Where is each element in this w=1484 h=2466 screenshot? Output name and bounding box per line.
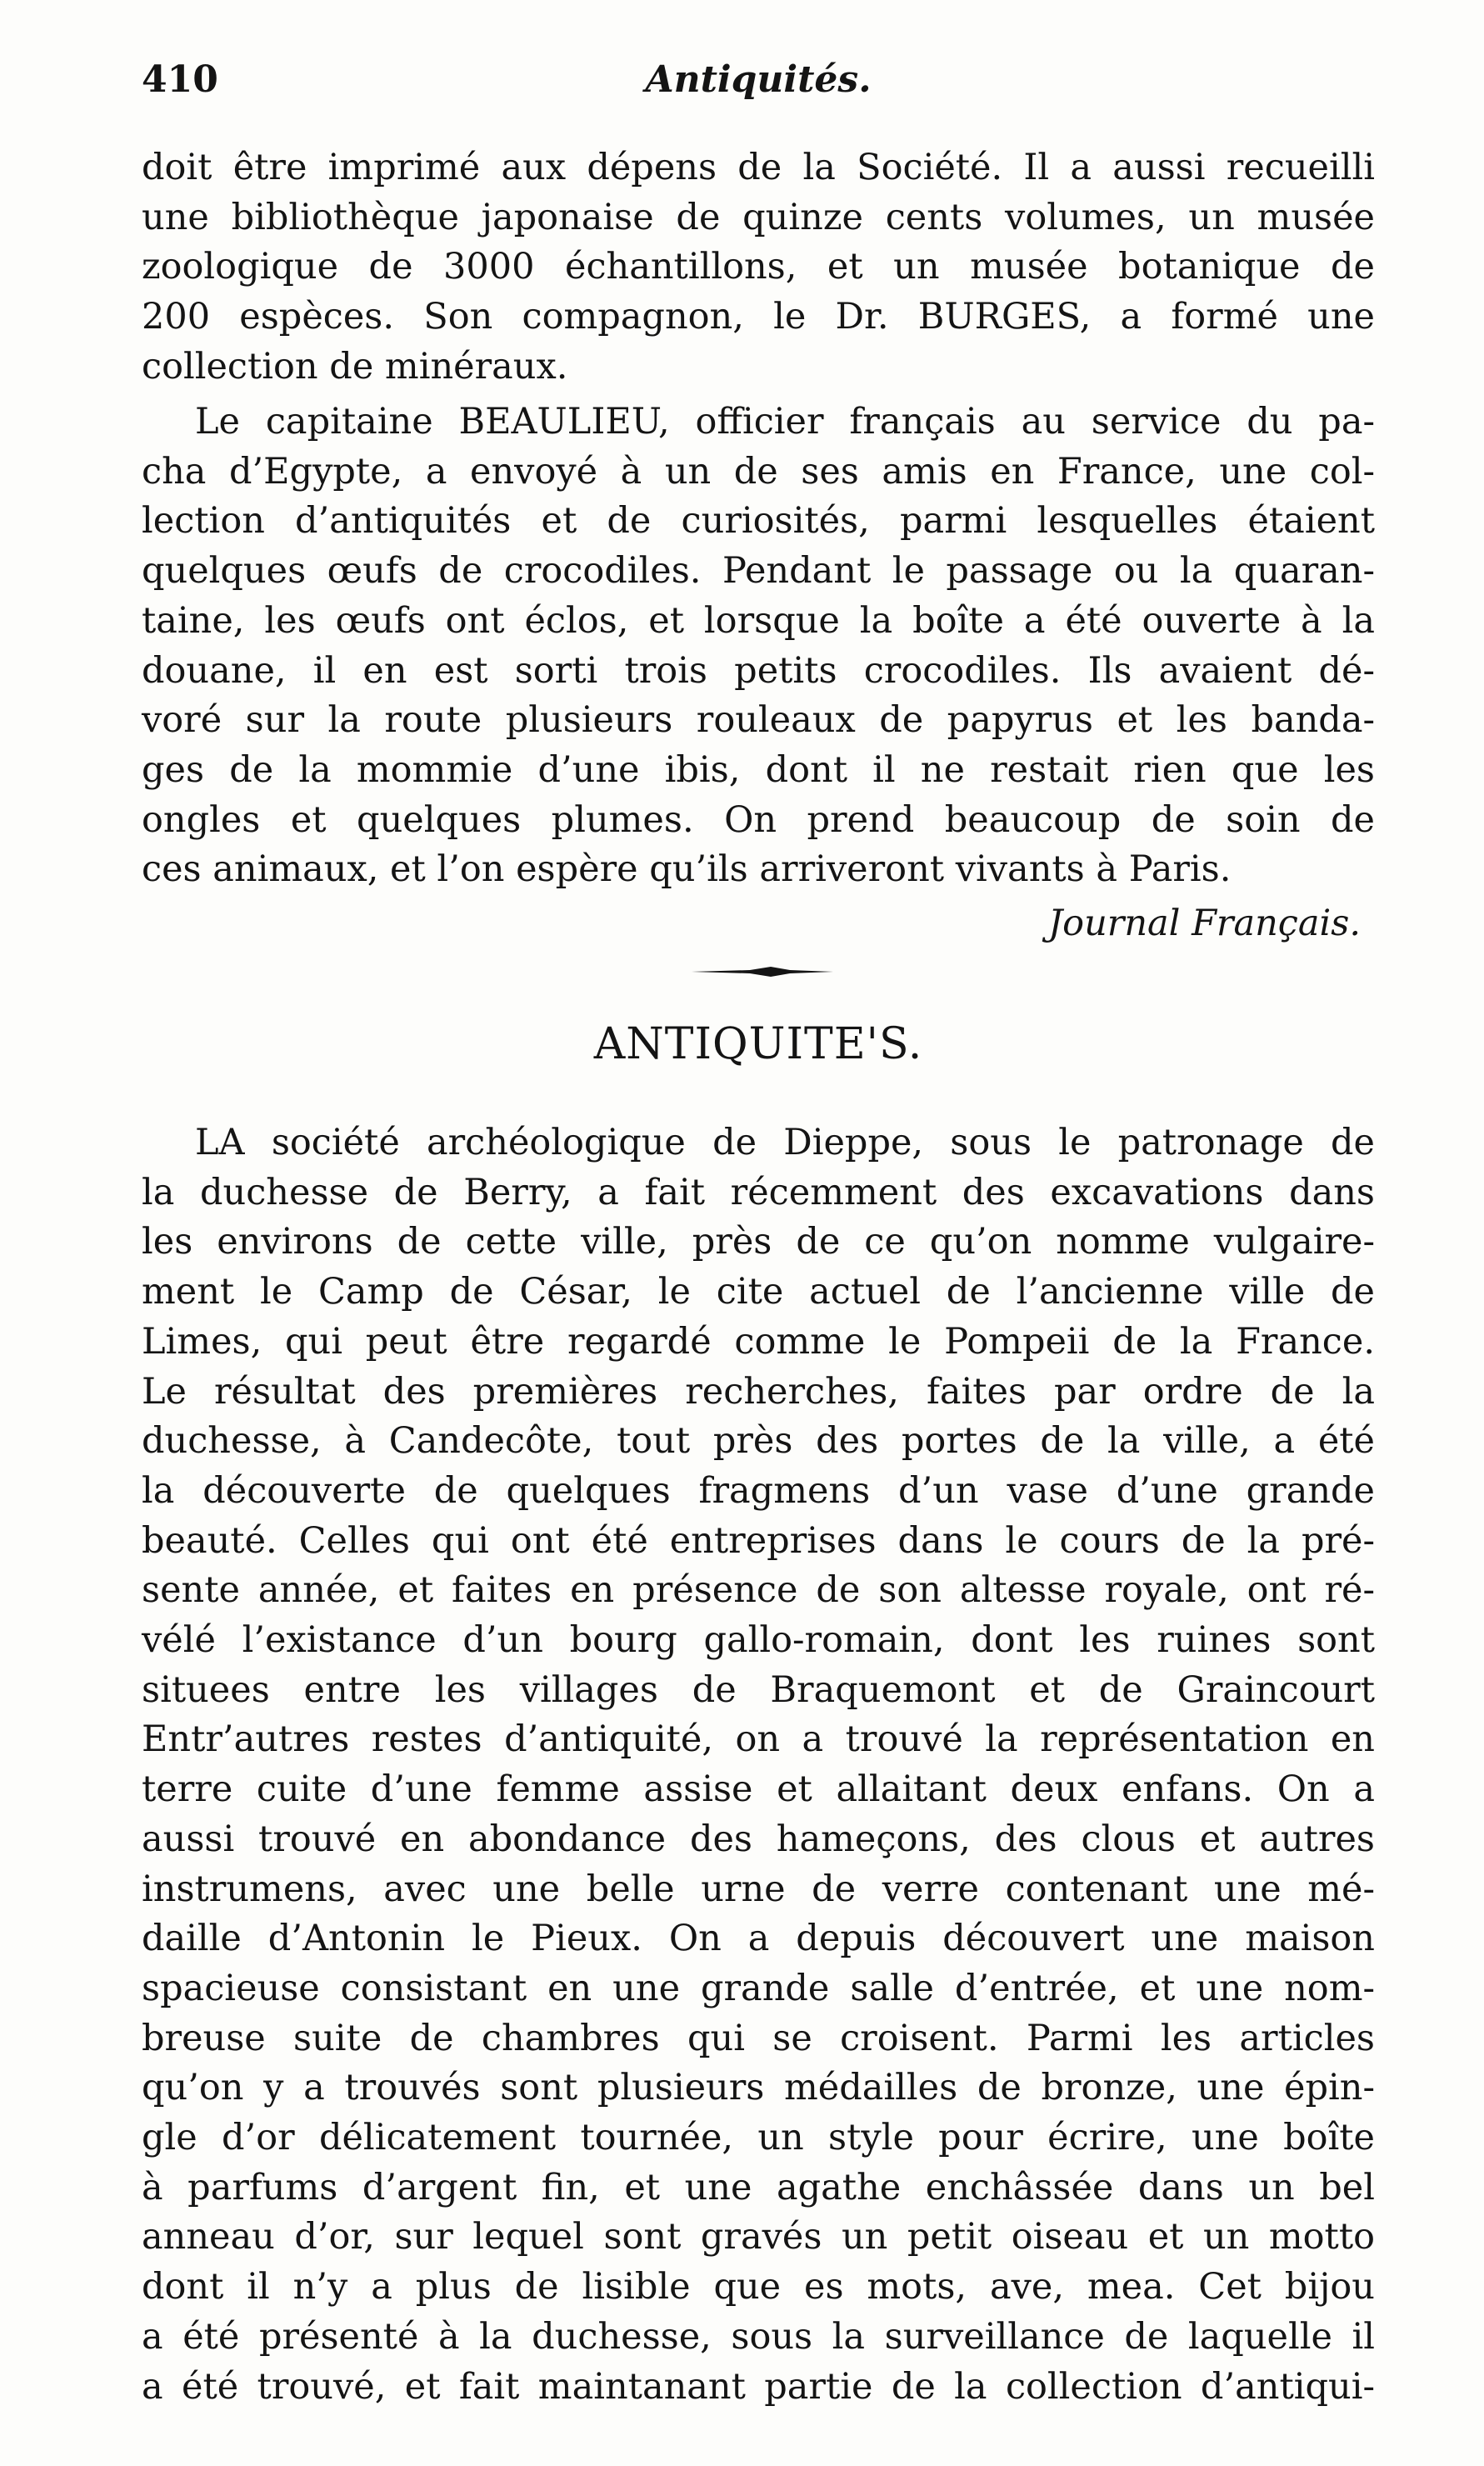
text-line: a été présenté à la duchesse, sous la surveillance de laquelle il xyxy=(142,2315,1375,2358)
text-line: anneau d’or, sur lequel sont gravés un petit oiseau et un motto xyxy=(142,2216,1375,2258)
text-line: ges de la mommie d’une ibis, dont il ne restait rien que les xyxy=(142,748,1375,791)
text-line: lection d’antiquités et de curiosités, parmi lesquelles étaient xyxy=(142,500,1375,543)
text-line: Le résultat des premières recherches, faites par ordre de la xyxy=(142,1370,1375,1413)
text-line: Entr’autres restes d’antiquité, on a trouvé la représentation en xyxy=(142,1718,1375,1761)
text-line: doit être imprimé aux dépens de la Société. Il a aussi recueilli xyxy=(142,147,1375,188)
text-line: a été trouvé, et fait maintanant partie de la collection d’antiqui- xyxy=(142,2365,1375,2408)
text-line: breuse suite de chambres qui se croisent. Parmi les articles xyxy=(142,2017,1375,2059)
text-line: Limes, qui peut être regardé comme le Pompeii de la France. xyxy=(142,1320,1375,1363)
text-line: collection de minéraux. xyxy=(142,345,568,388)
text-line: beauté. Celles qui ont été entreprises dans le cours de la pré- xyxy=(142,1519,1375,1562)
text-line: gle d’or délicatement tournée, un style pour écrire, une boîte xyxy=(142,2117,1375,2159)
text-line: vélé l’existance d’un bourg gallo-romain, dont les ruines sont xyxy=(142,1619,1375,1662)
running-head xyxy=(142,58,1375,117)
text-line: spacieuse consistant en une grande salle d’entrée, et une nom- xyxy=(142,1967,1375,2009)
paragraph-crocodiles xyxy=(142,398,1375,895)
text-line: à parfums d’argent fin, et une agathe enchâssée dans un bel xyxy=(142,2166,1375,2208)
text-line: 200 espèces. Son compagnon, le Dr. BURGES, a formé une xyxy=(142,296,1375,338)
text-line: voré sur la route plusieurs rouleaux de papyrus et les banda- xyxy=(142,699,1375,742)
text-line: daille d’Antonin le Pieux. On a depuis découvert une maison xyxy=(142,1918,1375,1960)
text-line: qu’on y a trouvés sont plusieurs médailles de bronze, une épin- xyxy=(142,2067,1375,2109)
text-line: la duchesse de Berry, a fait récemment des excavations dans xyxy=(142,1171,1375,1213)
text-line: cha d’Egypte, a envoyé à un de ses amis en France, une col- xyxy=(142,450,1375,493)
section-divider-ornament xyxy=(692,963,833,980)
source-signature: Journal Français. xyxy=(1047,903,1361,944)
text-line: ment le Camp de César, le cite actuel de l’ancienne ville de xyxy=(142,1271,1375,1313)
paragraph-dieppe-excavations xyxy=(142,1118,1375,2412)
text-line: Le capitaine BEAULIEU, officier français au service du pa- xyxy=(195,401,1375,443)
text-line: sente année, et faites en présence de son altesse royale, ont ré- xyxy=(142,1569,1375,1612)
text-line: aussi trouvé en abondance des hameçons, des clous et autres xyxy=(142,1818,1375,1860)
running-title: Antiquités. xyxy=(645,58,872,101)
text-line: douane, il en est sorti trois petits crocodiles. Ils avaient dé- xyxy=(142,649,1375,692)
text-line: duchesse, à Candecôte, tout près des portes de la ville, a été xyxy=(142,1420,1375,1463)
text-line: LA société archéologique de Dieppe, sous le patronage de xyxy=(195,1122,1375,1163)
text-line: ces animaux, et l’on espère qu’ils arriveront vivants à Paris. xyxy=(142,848,1232,891)
text-line: taine, les œufs ont éclos, et lorsque la boîte a été ouverte à la xyxy=(142,599,1375,642)
text-line: ongles et quelques plumes. On prend beaucoup de soin de xyxy=(142,798,1375,841)
text-line: quelques œufs de crocodiles. Pendant le passage ou la quaran- xyxy=(142,550,1375,593)
text-line: la découverte de quelques fragmens d’un vase d’une grande xyxy=(142,1469,1375,1512)
text-line: situees entre les villages de Braquemont et de Graincourt xyxy=(142,1668,1375,1711)
paragraph-society-collections xyxy=(142,143,1375,393)
section-title: ANTIQUITE'S. xyxy=(593,1019,923,1069)
text-line: instrumens, avec une belle urne de verre contenant une mé- xyxy=(142,1868,1375,1910)
page-number: 410 xyxy=(142,58,218,101)
text-line: les environs de cette ville, près de ce qu’on nomme vulgaire- xyxy=(142,1221,1375,1263)
text-line: zoologique de 3000 échantillons, et un musée botanique de xyxy=(142,246,1375,288)
text-line: dont il n’y a plus de lisible que es mots, ave, mea. Cet bijou xyxy=(142,2266,1375,2308)
text-line: une bibliothèque japonaise de quinze cents volumes, un musée xyxy=(142,196,1375,238)
text-line: terre cuite d’une femme assise et allaitant deux enfans. On a xyxy=(142,1768,1375,1811)
